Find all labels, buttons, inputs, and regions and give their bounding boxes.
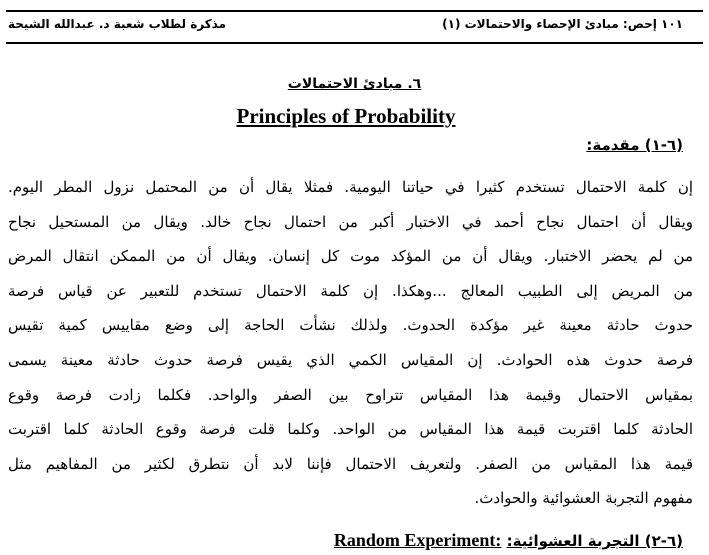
paragraph-line: من المريض إلى الطبيب المعالج ...وهكذا. إن كلمة الاحتمال تستخدم للتعبير عن قياس فرصة (8, 281, 693, 300)
header-top-rule (6, 10, 703, 12)
paragraph-line: حدوث حادثة معينة غير مؤكدة الحدوث. ولذلك نشأت الحاجة إلى وضع مقاييس كمية تقيس (8, 316, 693, 335)
paragraph-line: قيمة هذا المقياس من الصفر. ولتعريف الاحتمال فإننا لابد أن نتطرق لكثير من المفاهيم مثل (8, 454, 693, 473)
section-heading-introduction: (٦-١) مقدمة: (586, 136, 683, 154)
header-bottom-rule (6, 42, 703, 44)
paragraph-line: من لم يحضر الاختبار. ويقال أن من المؤكد موت كل إنسان. ويقال أن من الممكن انتقال المرض (8, 247, 693, 266)
paragraph-line: إن كلمة الاحتمال تستخدم كثيرا في حياتنا اليومية. فمثلا يقال أن من المحتمل نزول المطر اليوم. (8, 178, 693, 196)
paragraph-line: فرصة حدوث هذه الحوادث. إن المقياس الكمي الذي يقيس فرصة حدوث حادثة معينة يسمى (8, 350, 693, 369)
subsection-heading-arabic: (٦-٢) التجربة العشوائية: (506, 532, 683, 550)
paragraph-line: ويقال أن احتمال نجاح أحمد في الاختبار أكبر من احتمال نجاح خالد. ويقال من المستحيل نجاح (8, 212, 693, 231)
chapter-title-english-text: Principles of Probability (236, 104, 456, 128)
subsection-heading-english: Random Experiment: (333, 530, 502, 550)
paragraph-line: مفهوم التجربة العشوائية والحوادث. (474, 489, 693, 508)
paragraph-line: بمقياس الاحتمال وقيمة هذا المقياس تتراوح بين الصفر والواحد. فكلما زادت فرصة وقوع (8, 385, 693, 404)
chapter-title-arabic (0, 76, 709, 92)
chapter-title-arabic-text: ٦. مبادئ الاحتمالات (287, 76, 422, 92)
header-author-note: مذكرة لطلاب شعبة د. عبدالله الشيحة (8, 17, 227, 31)
header-course-title: ١٠١ إحص: مبادئ الإحصاء والاحتمالات (١) (442, 17, 683, 31)
page-header (6, 0, 703, 46)
chapter-title-english (0, 104, 692, 129)
section-body-paragraph (8, 170, 693, 516)
subsection-heading-random-experiment (334, 530, 683, 551)
paragraph-line: الحادثة كلما اقتربت قيمة هذا المقياس من الواحد. وكلما قلت فرصة وقوع الحادثة كلما اقتربت (8, 420, 693, 439)
